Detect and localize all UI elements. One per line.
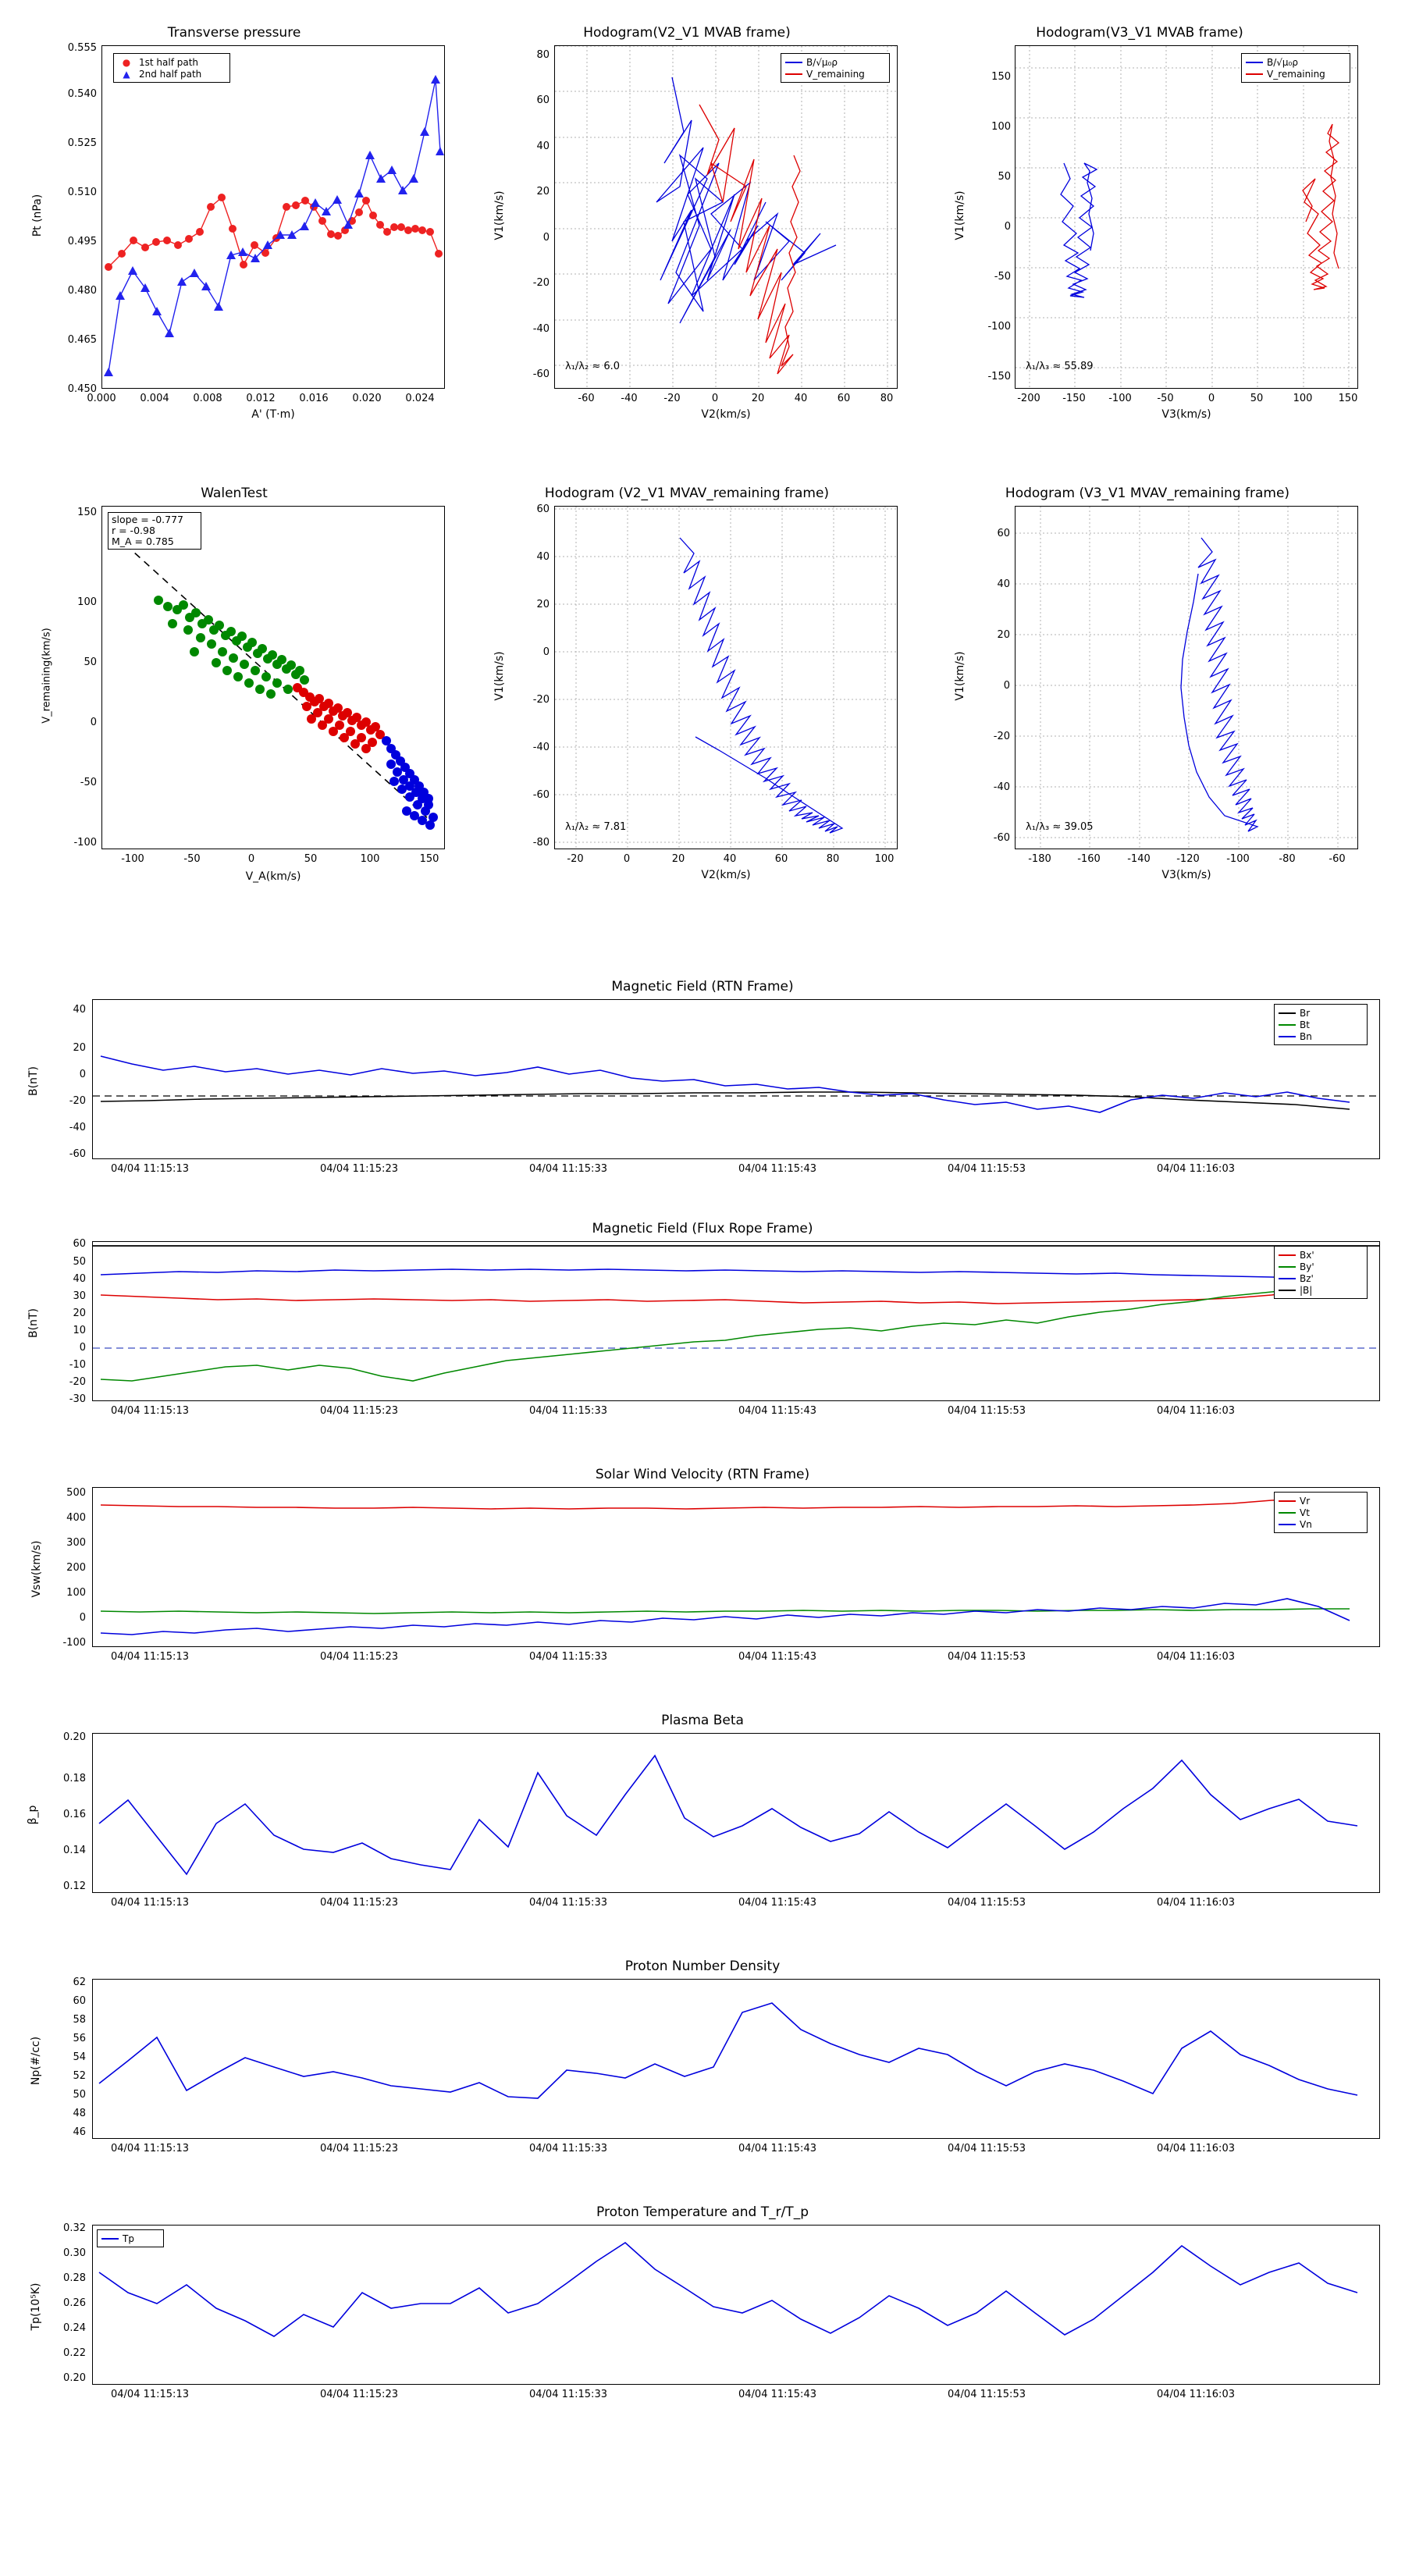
legend-item: Tp	[101, 2233, 159, 2244]
y-tick: 0.525	[67, 137, 97, 149]
x-tick: -20	[663, 393, 681, 404]
x-tick: 0.000	[87, 393, 116, 404]
x-tick: -80	[1279, 853, 1296, 865]
y-tick: 20	[536, 186, 550, 197]
panel-hodogram-v3v1-mvav	[921, 468, 1389, 906]
x-tick: -50	[183, 853, 201, 865]
x-tick: 0	[623, 853, 631, 865]
legend-item: ● 1st half path	[118, 56, 226, 68]
x-tick: 0	[247, 853, 255, 865]
x-tick: -40	[621, 393, 638, 404]
velocity-rtn-svg	[93, 1488, 1379, 1646]
panel-title: Magnetic Field (RTN Frame)	[611, 979, 794, 994]
y-tick: -20	[993, 731, 1010, 742]
y-tick: -40	[532, 323, 550, 335]
y-tick: 0	[79, 1069, 86, 1080]
y-tick: -60	[69, 1148, 86, 1160]
x-axis-label: V3(km/s)	[1161, 869, 1211, 881]
x-tick: -100	[121, 853, 144, 865]
legend-item: |B|	[1279, 1284, 1363, 1296]
panel-hodogram-v2v1-mvav	[468, 468, 921, 906]
x-tick: 0.020	[352, 393, 382, 404]
y-tick: 0.22	[63, 2347, 86, 2359]
x-tick: -100	[1226, 853, 1250, 865]
circle-marker-icon: ●	[122, 56, 131, 68]
x-tick: 04/04 11:15:33	[529, 2389, 607, 2400]
y-tick: 56	[73, 2033, 86, 2044]
plot-area-proton-density	[92, 1979, 1380, 2139]
x-tick: -50	[1157, 393, 1174, 404]
x-tick: 04/04 11:15:53	[948, 1651, 1026, 1663]
legend-bfield-rtn	[1274, 1004, 1368, 1045]
legend-item: Bz'	[1279, 1272, 1363, 1284]
hodogram-v3v1-mvab-svg	[1016, 46, 1357, 388]
line-swatch-icon	[1279, 1024, 1296, 1026]
walen-stats-box	[108, 512, 201, 550]
panel-title: Solar Wind Velocity (RTN Frame)	[595, 1467, 810, 1482]
x-tick: 60	[837, 393, 851, 404]
legend-item: Bn	[1279, 1030, 1363, 1042]
y-axis-label: Pt (nPa)	[31, 194, 44, 237]
y-tick: 0	[79, 1342, 86, 1354]
legend-item: B/√μ₀ρ	[785, 56, 885, 68]
y-tick: 60	[536, 503, 550, 515]
x-tick: 04/04 11:16:03	[1157, 1651, 1235, 1663]
plot-area-hodogram-v2v1-mvav	[554, 506, 898, 849]
x-tick: -20	[567, 853, 584, 865]
y-tick: -20	[69, 1376, 86, 1388]
x-tick: 80	[880, 393, 894, 404]
x-tick: 04/04 11:15:13	[111, 2389, 189, 2400]
x-tick: 20	[751, 393, 765, 404]
y-tick: 50	[998, 171, 1011, 183]
x-tick: 04/04 11:15:23	[320, 1405, 398, 1417]
panel-plasma-beta	[16, 1710, 1389, 1928]
y-tick: 0	[90, 717, 97, 728]
x-tick: 04/04 11:15:23	[320, 2143, 398, 2154]
hodogram-v2v1-mvab-svg	[555, 46, 897, 388]
x-tick: 0.004	[140, 393, 169, 404]
y-tick: 60	[73, 1238, 86, 1250]
line-swatch-icon	[1279, 1266, 1296, 1268]
panel-title: WalenTest	[201, 486, 268, 501]
x-tick: -200	[1017, 393, 1040, 404]
bfield-fluxrope-svg	[93, 1242, 1379, 1400]
y-tick: 0	[1003, 680, 1010, 692]
line-swatch-icon	[1279, 1254, 1296, 1256]
y-axis-label: V1(km/s)	[493, 651, 506, 701]
y-axis-label: V1(km/s)	[954, 190, 966, 240]
x-tick: -120	[1176, 853, 1200, 865]
panel-title: Plasma Beta	[661, 1713, 744, 1728]
x-tick: 04/04 11:15:23	[320, 1651, 398, 1663]
y-tick: 40	[73, 1273, 86, 1285]
x-tick: 60	[774, 853, 788, 865]
y-tick: 40	[536, 141, 550, 152]
panel-transverse-pressure	[16, 8, 453, 429]
walen-ma: M_A = 0.785	[112, 535, 174, 547]
y-tick: -40	[532, 742, 550, 753]
panel-walen-test	[16, 468, 453, 906]
transverse-pressure-svg	[102, 46, 444, 388]
line-swatch-icon	[1279, 1012, 1296, 1014]
y-tick: -100	[73, 837, 97, 849]
y-tick: 0	[542, 232, 550, 244]
legend-item: Br	[1279, 1007, 1363, 1019]
y-axis-label: B(nT)	[27, 1308, 40, 1338]
y-tick: 40	[536, 551, 550, 563]
y-tick: 100	[66, 1587, 86, 1599]
plot-area-plasma-beta	[92, 1733, 1380, 1893]
legend-item: Bt	[1279, 1019, 1363, 1030]
y-tick: 30	[73, 1290, 86, 1302]
line-swatch-icon	[785, 62, 802, 63]
x-tick: -160	[1077, 853, 1101, 865]
panel-title: Magnetic Field (Flux Rope Frame)	[592, 1221, 813, 1236]
legend-item: Vn	[1279, 1518, 1363, 1530]
y-axis-label: Np(#/cc)	[30, 2036, 42, 2086]
x-tick: 04/04 11:15:23	[320, 2389, 398, 2400]
y-tick: 46	[73, 2126, 86, 2138]
y-tick: 20	[73, 1042, 86, 1054]
walen-r: r = -0.98	[112, 525, 155, 536]
y-axis-label: Tp(10⁵K)	[30, 2282, 42, 2331]
y-tick: 0	[1004, 221, 1011, 233]
y-tick: 10	[73, 1325, 86, 1336]
y-tick: -80	[532, 837, 550, 849]
y-tick: 500	[66, 1487, 86, 1499]
y-tick: 0.14	[63, 1845, 86, 1856]
x-tick: 04/04 11:16:03	[1157, 1163, 1235, 1175]
x-tick: 04/04 11:15:23	[320, 1897, 398, 1909]
x-axis-label: V2(km/s)	[701, 408, 751, 421]
y-tick: 48	[73, 2108, 86, 2119]
y-tick: -40	[993, 781, 1010, 793]
x-tick: 04/04 11:15:43	[738, 2143, 816, 2154]
legend-item: Vr	[1279, 1495, 1363, 1507]
plot-area-bfield-rtn	[92, 999, 1380, 1159]
x-tick: 04/04 11:15:33	[529, 2143, 607, 2154]
x-tick: 100	[874, 853, 895, 865]
legend-item: Bx'	[1279, 1249, 1363, 1261]
y-tick: 0.450	[67, 383, 97, 395]
x-tick: 04/04 11:15:43	[738, 1897, 816, 1909]
legend-transverse-pressure	[113, 53, 230, 83]
x-tick: 150	[419, 853, 439, 865]
panel-title: Hodogram (V2_V1 MVAV_remaining frame)	[544, 486, 830, 501]
line-swatch-icon	[1279, 1512, 1296, 1514]
x-tick: 04/04 11:15:43	[738, 1163, 816, 1175]
y-tick: 100	[991, 121, 1011, 133]
x-tick: 04/04 11:15:33	[529, 1163, 607, 1175]
x-tick: 04/04 11:15:13	[111, 2143, 189, 2154]
x-axis-label: V_A(km/s)	[245, 870, 301, 883]
x-tick: 20	[671, 853, 685, 865]
plot-area-bfield-fluxrope	[92, 1241, 1380, 1401]
y-tick: -10	[69, 1359, 86, 1371]
x-tick: 04/04 11:15:53	[948, 2389, 1026, 2400]
x-tick: -60	[578, 393, 595, 404]
line-swatch-icon	[1246, 73, 1263, 75]
y-tick: 300	[66, 1537, 86, 1549]
y-tick: 0.26	[63, 2297, 86, 2309]
line-swatch-icon	[101, 2238, 119, 2240]
line-swatch-icon	[1279, 1036, 1296, 1037]
hodogram-v2v1-mvav-svg	[555, 507, 897, 849]
y-tick: 0.540	[67, 88, 97, 100]
y-tick: -50	[80, 777, 97, 788]
eigenvalue-ratio-annotation: λ₁/λ₃ ≈ 39.05	[1026, 821, 1094, 833]
x-tick: 04/04 11:15:53	[948, 1163, 1026, 1175]
x-tick: -60	[1329, 853, 1346, 865]
y-tick: 0.18	[63, 1773, 86, 1784]
panel-title: Hodogram (V3_V1 MVAV_remaining frame)	[1005, 486, 1290, 501]
x-tick: 04/04 11:16:03	[1157, 1897, 1235, 1909]
y-tick: 54	[73, 2051, 86, 2063]
plot-area-velocity-rtn	[92, 1487, 1380, 1647]
x-tick: 0.008	[193, 393, 222, 404]
line-swatch-icon	[1279, 1524, 1296, 1525]
y-tick: 400	[66, 1512, 86, 1524]
x-tick: 04/04 11:15:13	[111, 1897, 189, 1909]
y-axis-label: V1(km/s)	[954, 651, 966, 701]
y-tick: 60	[536, 94, 550, 106]
y-tick: 0.465	[67, 334, 97, 346]
panel-bfield-rtn	[16, 976, 1389, 1194]
y-tick: 80	[536, 49, 550, 61]
x-tick: 04/04 11:15:53	[948, 1405, 1026, 1417]
x-tick: -180	[1028, 853, 1051, 865]
x-tick: -140	[1127, 853, 1151, 865]
y-tick: 20	[73, 1308, 86, 1319]
panel-proton-temperature	[16, 2201, 1389, 2435]
y-tick: -60	[532, 368, 550, 380]
y-tick: -150	[987, 371, 1011, 382]
x-tick: 04/04 11:16:03	[1157, 2143, 1235, 2154]
y-tick: -30	[69, 1393, 86, 1405]
x-tick: 04/04 11:15:53	[948, 1897, 1026, 1909]
plot-area-hodogram-v2v1-mvab	[554, 45, 898, 389]
x-tick: 0.024	[405, 393, 435, 404]
walen-slope: slope = -0.777	[112, 514, 183, 525]
y-tick: 0.32	[63, 2222, 86, 2234]
panel-title: Transverse pressure	[167, 25, 301, 41]
y-tick: 0	[79, 1612, 86, 1624]
line-swatch-icon	[1279, 1278, 1296, 1279]
panel-title: Proton Number Density	[624, 1959, 781, 1974]
walen-svg	[102, 507, 444, 849]
line-swatch-icon	[1246, 62, 1263, 63]
legend-item: V_remaining	[1246, 68, 1346, 80]
y-tick: 0.20	[63, 2372, 86, 2384]
x-tick: 150	[1338, 393, 1358, 404]
y-tick: 150	[77, 507, 97, 518]
y-tick: 0.555	[67, 42, 97, 54]
x-tick: 04/04 11:15:43	[738, 2389, 816, 2400]
x-tick: 100	[360, 853, 380, 865]
y-tick: -60	[993, 832, 1010, 844]
x-tick: 04/04 11:15:33	[529, 1651, 607, 1663]
y-tick: -50	[994, 271, 1011, 283]
legend-hodogram-v3v1-mvab	[1241, 53, 1350, 83]
legend-hodogram-v2v1-mvab	[781, 53, 890, 83]
x-tick: 100	[1293, 393, 1313, 404]
legend-item: By'	[1279, 1261, 1363, 1272]
x-tick: 04/04 11:15:13	[111, 1651, 189, 1663]
eigenvalue-ratio-annotation: λ₁/λ₂ ≈ 7.81	[565, 821, 627, 833]
y-axis-label: β_p	[27, 1805, 39, 1825]
x-tick: 04/04 11:15:13	[111, 1405, 189, 1417]
y-tick: 60	[997, 528, 1010, 539]
panel-title: Hodogram(V3_V1 MVAB frame)	[1036, 25, 1243, 41]
plot-area-transverse-pressure	[101, 45, 445, 389]
x-tick: 04/04 11:15:33	[529, 1405, 607, 1417]
y-tick: 0.28	[63, 2272, 86, 2284]
line-swatch-icon	[1279, 1290, 1296, 1291]
line-swatch-icon	[785, 73, 802, 75]
y-tick: 200	[66, 1562, 86, 1574]
y-tick: 50	[84, 656, 97, 668]
y-tick: 40	[997, 578, 1010, 590]
panel-title: Hodogram(V2_V1 MVAB frame)	[583, 25, 791, 41]
x-tick: 04/04 11:15:43	[738, 1405, 816, 1417]
y-tick: 20	[536, 599, 550, 610]
plot-area-proton-temperature	[92, 2225, 1380, 2385]
legend-item: ▲ 2nd half path	[118, 68, 226, 80]
panel-hodogram-v2v1-mvab	[468, 8, 905, 429]
proton-density-svg	[93, 1980, 1379, 2138]
y-tick: 20	[997, 629, 1010, 641]
y-tick: 62	[73, 1976, 86, 1988]
y-tick: 50	[73, 2089, 86, 2101]
y-tick: 58	[73, 2014, 86, 2026]
y-tick: 52	[73, 2070, 86, 2082]
x-tick: 50	[1250, 393, 1264, 404]
x-tick: 04/04 11:15:53	[948, 2143, 1026, 2154]
x-axis-label: A' (T·m)	[251, 408, 295, 421]
y-tick: 0.24	[63, 2322, 86, 2334]
line-swatch-icon	[1279, 1500, 1296, 1502]
triangle-marker-icon: ▲	[123, 68, 130, 80]
x-tick: 04/04 11:15:23	[320, 1163, 398, 1175]
x-tick: 0.012	[246, 393, 276, 404]
legend-velocity-rtn	[1274, 1492, 1368, 1533]
x-tick: 40	[794, 393, 808, 404]
x-axis-label: V2(km/s)	[701, 869, 751, 881]
x-tick: 04/04 11:15:33	[529, 1897, 607, 1909]
x-tick: -100	[1108, 393, 1132, 404]
legend-bfield-fluxrope	[1274, 1246, 1368, 1299]
y-axis-label: V1(km/s)	[493, 190, 506, 240]
y-tick: 0.30	[63, 2247, 86, 2259]
eigenvalue-ratio-annotation: λ₁/λ₃ ≈ 55.89	[1026, 361, 1094, 372]
y-tick: -20	[532, 694, 550, 706]
hodogram-v3v1-mvav-svg	[1016, 507, 1357, 849]
eigenvalue-ratio-annotation: λ₁/λ₂ ≈ 6.0	[565, 361, 621, 372]
x-tick: 0	[1208, 393, 1215, 404]
y-tick: 0.510	[67, 187, 97, 198]
panel-title: Proton Temperature and T_r/T_p	[596, 2204, 809, 2220]
plot-area-hodogram-v3v1-mvab	[1015, 45, 1358, 389]
y-tick: 0.495	[67, 236, 97, 247]
y-tick: -20	[69, 1095, 86, 1107]
y-tick: 0.16	[63, 1809, 86, 1820]
panel-velocity-rtn	[16, 1464, 1389, 1682]
bfield-rtn-svg	[93, 1000, 1379, 1158]
legend-item: Vt	[1279, 1507, 1363, 1518]
x-tick: -150	[1062, 393, 1086, 404]
y-tick: 0.12	[63, 1880, 86, 1892]
panel-proton-density	[16, 1955, 1389, 2174]
plot-area-walen	[101, 506, 445, 849]
y-axis-label: V_remaining(km/s)	[41, 628, 53, 724]
y-tick: 100	[77, 596, 97, 608]
x-tick: 0.016	[299, 393, 329, 404]
panel-bfield-fluxrope	[16, 1218, 1389, 1436]
y-tick: 60	[73, 1995, 86, 2007]
legend-proton-temperature	[97, 2229, 164, 2247]
y-tick: 50	[73, 1256, 86, 1268]
x-tick: 0	[711, 393, 719, 404]
y-tick: -40	[69, 1122, 86, 1133]
y-tick: 40	[73, 1004, 86, 1016]
x-tick: 04/04 11:15:43	[738, 1651, 816, 1663]
y-tick: -100	[62, 1637, 86, 1649]
x-tick: 50	[304, 853, 318, 865]
y-tick: 0.20	[63, 1731, 86, 1743]
y-axis-label: Vsw(km/s)	[30, 1540, 43, 1598]
proton-temperature-svg	[93, 2226, 1379, 2384]
y-tick: -20	[532, 277, 550, 289]
x-tick: 80	[826, 853, 840, 865]
y-axis-label: B(nT)	[27, 1066, 40, 1096]
legend-item: V_remaining	[785, 68, 885, 80]
y-tick: -60	[532, 789, 550, 801]
plot-area-hodogram-v3v1-mvav	[1015, 506, 1358, 849]
y-tick: 0	[542, 646, 550, 658]
legend-item: B/√μ₀ρ	[1246, 56, 1346, 68]
x-tick: 04/04 11:16:03	[1157, 1405, 1235, 1417]
plasma-beta-svg	[93, 1734, 1379, 1892]
x-axis-label: V3(km/s)	[1161, 408, 1211, 421]
y-tick: 0.480	[67, 285, 97, 297]
x-tick: 04/04 11:15:13	[111, 1163, 189, 1175]
y-tick: 150	[991, 71, 1011, 83]
x-tick: 40	[723, 853, 737, 865]
y-tick: -100	[987, 321, 1011, 333]
x-tick: 04/04 11:16:03	[1157, 2389, 1235, 2400]
panel-hodogram-v3v1-mvab	[921, 8, 1389, 429]
